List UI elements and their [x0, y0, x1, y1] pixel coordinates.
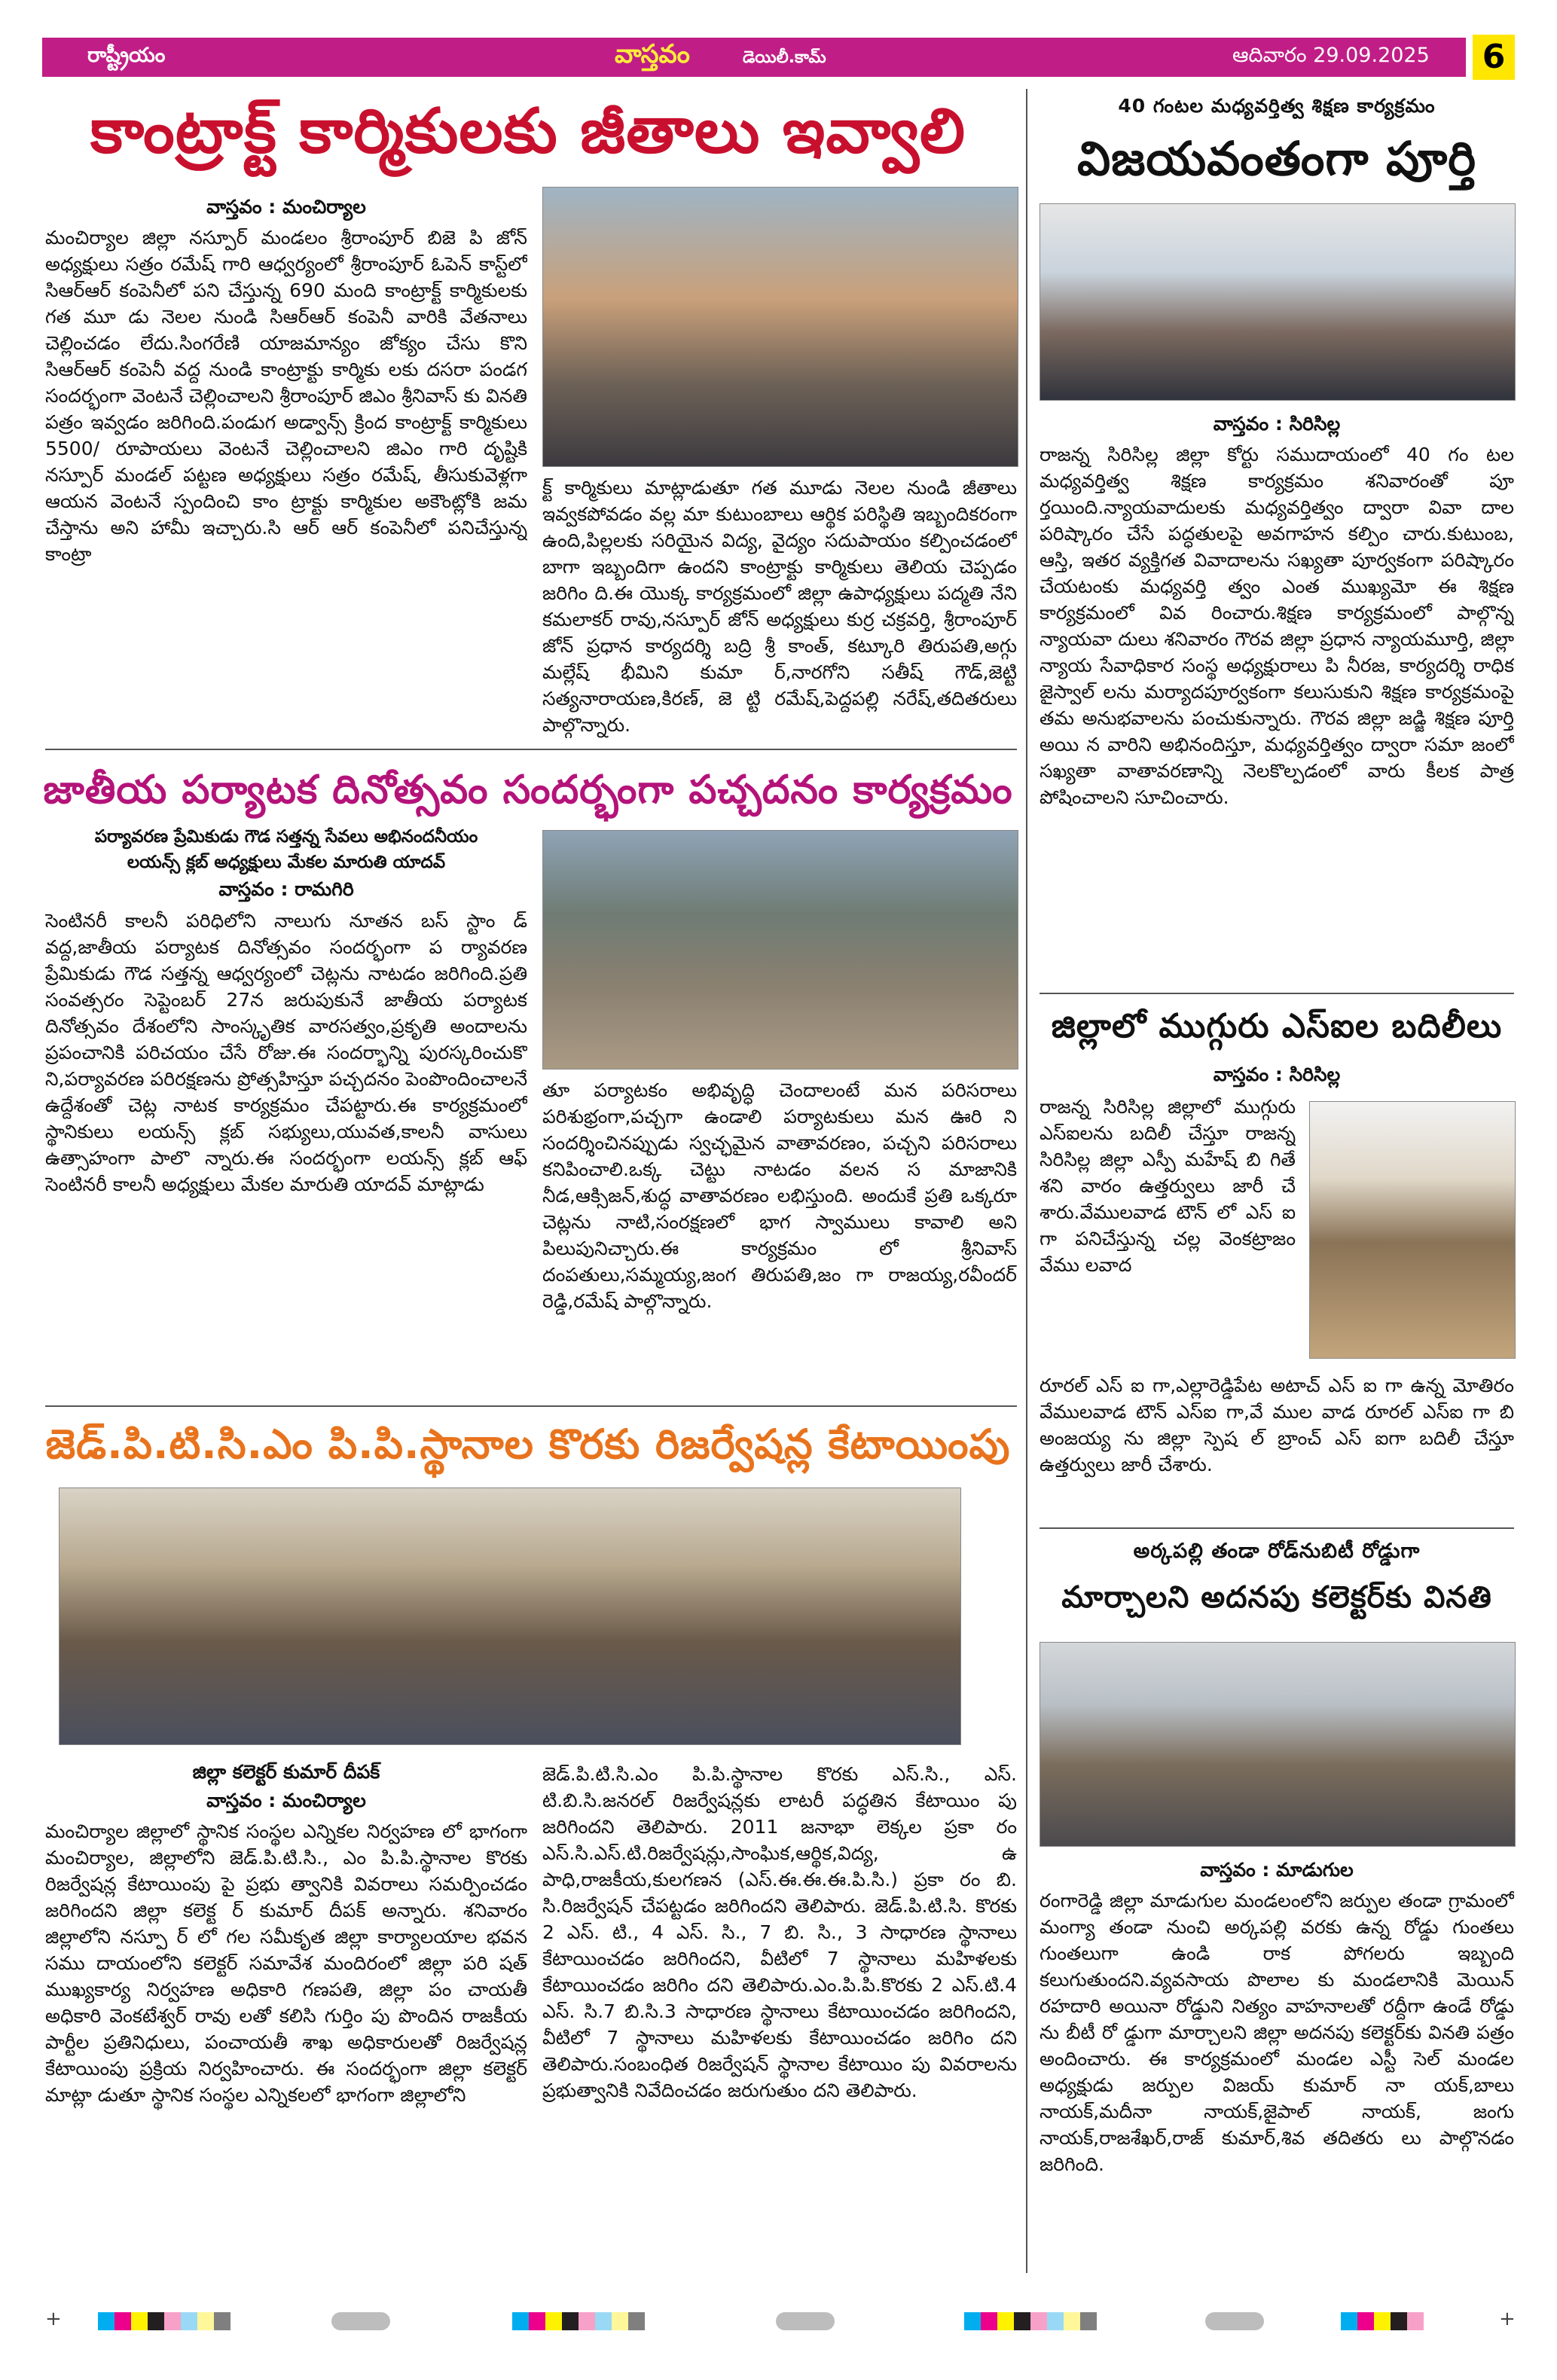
- print-mark-oval: [776, 2312, 835, 2330]
- story6-body: రంగారెడ్డి జిల్లా మాడుగుల మండలంలోని జర్పుల తండా గ్రామంలో మంగ్యా తండా నుంచి అర్కపల్లి వరకు ఉన్న రోడ్డు గుంతలు గుంతలుగా ఉండి రాక పోగలరు ఇబ్బంది కలుగుతుందని.వ్యవసాయ పొలాల కు మండలానికి మెయిన్ రహదారి అయినా రోడ్డుని నిత్యం వాహనాలతో రద్దీగా ఉండే రోడ్డు ను బీటీ రో డ్డుగా మార్చాలని జిల్లా అదనపు కలెక్టర్‌కు వినతి పత్రం అందించారు. ఈ కార్యక్రమంలో మండల ఎస్టీ సెల్ మండల అధ్యక్షుడు జర్పుల విజయ్ కుమార్ నా యక్,బాలు నాయక్,మదీనా నాయక్,జైపాల్ నాయక్, జంగు నాయక్,రాజశేఖర్,రాజ్ కుమార్,శివ తదితరు లు పాల్గొనడం జరిగింది.: [1040, 1890, 1514, 2175]
- story2-subhead1: పర్యావరణ ప్రేమికుడు గౌడ సత్తన్న సేవలు అభినందనీయం: [94, 827, 478, 847]
- story5-officer-photo: [1309, 1101, 1516, 1359]
- story4-kicker: 40 గంటల మధ్యవర్తిత్వ శిక్షణ కార్యక్రమం: [1118, 95, 1436, 117]
- color-bar: [1341, 2312, 1424, 2330]
- story4-photo: [1040, 203, 1516, 401]
- story2-headline: జాతీయ పర్యాటక దినోత్సవం సందర్భంగా పచ్చదనం కార్యక్రమం: [43, 767, 1013, 813]
- print-mark-oval: [331, 2312, 390, 2330]
- story2-photo: [542, 830, 1018, 1069]
- masthead-subtitle: డెయిలీ.కామ్: [743, 48, 826, 67]
- story2-byline: వాస్తవం : రామగిరి: [218, 878, 354, 900]
- story3-column1: మంచిర్యాల జిల్లాలో స్థానిక సంస్థల ఎన్నికల నిర్వహణ లో భాగంగా మంచిర్యాల, జిల్లాలోని జెడ్.పి.టి.సి., ఎం పి.పి.స్థానాల కొరకు రిజర్వేషన్ల కేటాయింపు పై ప్రభు త్వానికి వివరాలు సమర్పించడం జరిగిందని జిల్లా కలెక్ట ర్ కుమార్ దీపక్ అన్నారు. శనివారం జిల్లాలోని నస్పూ ర్ లో గల సమీకృత జిల్లా కార్యాలయాల భవన సము దాయంలోని కలెక్టర్ సమావేశ మందిరంలో జిల్లా పరి షత్ ముఖ్యకార్య నిర్వహణ అధికారి గణపతి, జిల్లా పం చాయతీ అధికారి వెంకటేశ్వర్ రావు లతో కలిసి గుర్తిం పు పొందిన రాజకీయ పార్టీల ప్రతినిధులు, పంచాయతీ శాఖ అధికారులతో రిజర్వేషన్ల కేటాయింపు ప్రక్రియ నిర్వహించారు. ఈ సందర్భంగా జిల్లా కలెక్టర్ మాట్లా డుతూ స్థానిక సంస్థల ఎన్నికలలో భాగంగా జిల్లాలోని: [45, 1820, 527, 2106]
- story1-byline: వాస్తవం : మంచిర్యాల: [206, 196, 366, 218]
- story2-subhead2: లయన్స్ క్లబ్ అధ్యక్షులు మేకల మారుతి యాదవ్: [127, 853, 446, 872]
- page-header-bar: [42, 38, 1466, 77]
- page-number-badge: 6: [1473, 35, 1515, 80]
- story-divider: [1040, 993, 1514, 994]
- story-divider: [1040, 1527, 1514, 1529]
- story3-photo: [59, 1488, 961, 1745]
- story1-column1: మంచిర్యాల జిల్లా నస్పూర్ మండలం శ్రీరాంపూర్ బిజె పి జోన్ అధ్యక్షులు సత్రం రమేష్ గారి ఆధ్వర్యంలో శ్రీరాంపూర్ ఓపెన్ కాస్ట్‌లో సిఆర్ఆర్ కంపెనీలో పని చేస్తున్న 690 మంది కాంట్రాక్ట్ కార్మికులకు గత మూ డు నెలల నుండి సిఆర్ఆర్ కంపెనీ వారికి వేతనాలు చెల్లించడం లేదు.సింగరేణి యాజమాన్యం జోక్యం చేసు కొని సిఆర్ఆర్ కంపెనీ వద్ద నుండి కాంట్రాక్టు కార్మికు లకు దసరా పండగ సందర్భంగా వెంటనే చెల్లించాలని శ్రీరాంపూర్ జిఎం శ్రీనివాస్ కు వినతి పత్రం ఇవ్వడం జరిగింది.పండుగ అడ్వాన్స్ క్రింద కాంట్రాక్ట్ కార్మికులు 5500/ రూపాయలు వెంటనే చెల్లించాలని జిఎం గారి దృష్టికి నస్పూర్ మండల్ పట్టణ అధ్యక్షులు సత్రం రమేష్, తీసుకువెళ్లగా ఆయన వెంటనే స్పందించి కాం ట్రాక్టు కార్మికుల అకౌంట్లోకి జమ చేస్తాను అని హామీ ఇచ్చారు.సి ఆర్ ఆర్ కంపెనీలో పనిచేస్తున్న కాంట్రా: [45, 227, 527, 565]
- story2-column1: సెంటినరీ కాలనీ పరిధిలోని నాలుగు నూతన బస్ స్టాం డ్ వద్ద,జాతీయ పర్యాటక దినోత్సవం సందర్భంగా ప ర్యావరణ ప్రేమికుడు గౌడ సత్తన్న ఆధ్వర్యంలో చెట్లను నాటడం జరిగింది.ప్రతి సంవత్సరం సెప్టెంబర్ 27న జరుపుకునే జాతీయ పర్యాటక దినోత్సవం దేశంలోని సాంస్కృతిక వారసత్వం,ప్రకృతి అందాలను ప్రపంచానికి పరిచయం చేసే రోజు.ఈ సందర్భాన్ని పురస్కరించుకొ ని,పర్యావరణ పరిరక్షణను ప్రోత్సహిస్తూ పచ్చదనం పెంపొందించాలనే ఉద్దేశంతో చెట్ల నాటక కార్యక్రమం చేపట్టారు.ఈ కార్యక్రమంలో స్థానికులు లయన్స్ క్లబ్ సభ్యులు,యువత,కాలనీ వాసులు ఉత్సాహంగా పాలొ న్నారు.ఈ సందర్భంగా లయన్స్ క్లబ్ ఆఫ్ సెంటినరీ కాలనీ అధ్యక్షులు మేకల మారుతి యాదవ్ మాట్లాడు: [45, 910, 527, 1195]
- story4-headline: విజయవంతంగా పూర్తి: [1077, 131, 1476, 186]
- column-divider: [1026, 89, 1027, 2273]
- story1-photo: [542, 187, 1018, 467]
- story-divider: [45, 1405, 1017, 1407]
- dateline: ఆదివారం 29.09.2025: [1232, 44, 1430, 67]
- registration-mark: +: [45, 2308, 62, 2330]
- story-divider: [45, 749, 1017, 750]
- story2-column2: తూ పర్యాటకం అభివృద్ధి చెందాలంటే మన పరిసరాలు పరిశుభ్రంగా,పచ్చగా ఉండాలి పర్యాటకులు మన ఊరి ని సందర్శించినప్పుడు స్వచ్ఛమైన వాతావరణం, పచ్చని పరిసరాలు కనిపించాలి.ఒక్క చెట్టు నాటడం వలన స మాజానికి నీడ,ఆక్సిజన్,శుద్ధ వాతావరణం లభిస్తుంది. అందుకే ప్రతి ఒక్కరూ చెట్లను నాటి,సంరక్షణలో భాగ స్వాములు కావాలి అని పిలుపునిచ్చారు.ఈ కార్యక్రమం లో శ్రీనివాస్ దంపతులు,సమ్మయ్య,జంగ తిరుపతి,జం గా రాజయ్య,రవీందర్ రెడ్డి,రమేష్ పాల్గొన్నారు.: [542, 1079, 1017, 1312]
- story3-column2: జెడ్.పి.టి.సి.ఎం పి.పి.స్థానాల కొరకు ఎస్.సి., ఎస్. టి.బి.సి.జనరల్ రిజర్వేషన్లకు లాటరీ పద్ధతిన కేటాయిం పు జరిగిందని తెలిపారు. 2011 జనాభా లెక్కల ప్రకా రం ఎస్.సి.ఎస్.టి.రిజర్వేషన్లు,సాంఘిక,ఆర్థిక,విద్య, ఉ పాధి,రాజకీయ,కులగణన (ఎస్.ఈ.ఈ.ఈ.పి.సి.) ప్రకా రం బి. సి.రిజర్వేషన్ చేపట్టడం జరిగిందని తెలిపారు. జెడ్.పి.టి.సి. కొరకు 2 ఎస్. టి., 4 ఎస్. సి., 7 బి. సి., 3 సాధారణ స్థానాలు కేటాయించడం జరిగిందని, వీటిలో 7 స్థానాలు మహిళలకు కేటాయించడం జరిగిం దని తెలిపారు.ఎం.పి.పి.కొరకు 2 ఎస్.టి.4 ఎస్. సి.7 బి.సి.3 సాధారణ స్థానాలు కేటాయించడం జరిగిందని, వీటిలో 7 స్థానాలు మహిళలకు కేటాయించడం జరిగిం దని తెలిపారు.సంబంధిత రిజర్వేషన్ స్థానాల కేటాయిం పు వివరాలను ప్రభుత్వానికి నివేదించడం జరుగుతుం దని తెలిపారు.: [542, 1763, 1017, 2101]
- color-bar: [98, 2312, 230, 2330]
- section-name: రాష్ట్రీయం: [87, 44, 166, 67]
- story6-kicker: అర్కపల్లి తండా రోడ్‌నుబిటీ రోడ్డుగా: [1133, 1539, 1421, 1563]
- story5-headline: జిల్లాలో ముగ్గురు ఎస్ఐల బదిలీలు: [1051, 1007, 1503, 1045]
- story3-caption: జిల్లా కలెక్టర్ కుమార్ దీపక్: [192, 1761, 380, 1783]
- story1-headline: కాంట్రాక్ట్ కార్మికులకు జీతాలు ఇవ్వాలి: [90, 96, 966, 167]
- story1-column2: క్ట్ కార్మికులు మాట్లాడుతూ గత మూడు నెలల నుండి జీతాలు ఇవ్వకపోవడం వల్ల మా కుటుంబాలు ఆర్థిక పరిస్థితి ఇబ్బందికరంగా ఉంది,పిల్లలకు సరియైన విద్య, వైద్యం సదుపాయం కల్పించడంలో బాగా ఇబ్బందిగా ఉందని కాంట్రాక్టు కార్మికులు తెలియ చెప్పడం జరిగిం ది.ఈ యొక్క కార్యక్రమంలో జిల్లా ఉపాధ్యక్షులు పద్మతి నేని కమలాకర్ రావు,నస్పూర్ జోన్ అధ్యక్షులు కుర్ర చక్రవర్తి, శ్రీరాంపూర్ జోన్ ప్రధాన కార్యదర్శి బద్రి శ్రీ కాంత్, కట్కూరి తిరుపతి,అగ్గు మల్లేష్ భీమిని కుమా ర్,నారగోని సతీష్ గౌడ్,జెట్టి సత్యనారాయణ,కిరణ్, జె ట్టి రమేష్,పెద్దపల్లి నరేష్,తదితరులు పాల్గొన్నారు.: [542, 477, 1017, 736]
- story3-headline: జెడ్.పి.టి.సి.ఎం పి.పి.స్థానాల కొరకు రిజర్వేషన్ల కేటాయింపు: [45, 1420, 1011, 1468]
- story4-byline: వాస్తవం : సిరిసిల్ల: [1213, 413, 1341, 435]
- story5-byline: వాస్తవం : సిరిసిల్ల: [1213, 1063, 1341, 1085]
- masthead-logo: వాస్తవం: [615, 39, 690, 69]
- story6-byline: వాస్తవం : మాడుగుల: [1200, 1859, 1354, 1881]
- story3-byline: వాస్తవం : మంచిర్యాల: [206, 1790, 366, 1811]
- color-bar: [512, 2312, 645, 2330]
- story6-photo: [1040, 1642, 1516, 1847]
- story5-body-wide: రూరల్ ఎస్ ఐ గా,ఎల్లారెడ్డిపేట అటాచ్ ఎస్ ఐ గా ఉన్న మోతిరం వేములవాడ టౌన్ ఎస్ఐ గా,వే ముల వాడ రూరల్ ఎస్ఐ గా బి అంజయ్య ను జిల్లా స్పెష ల్ బ్రాంచ్ ఎస్ ఐగా బదిలీ చేస్తూ ఉత్తర్వులు జారీ చేశారు.: [1040, 1375, 1514, 1475]
- print-mark-oval: [1205, 2312, 1264, 2330]
- registration-mark: +: [1499, 2308, 1516, 2330]
- story4-body: రాజన్న సిరిసిల్ల జిల్లా కోర్టు సముదాయంలో 40 గం టల మధ్యవర్తిత్వ శిక్షణ కార్యక్రమం శనివారంతో పూ ర్తయింది.న్యాయవాదులకు మధ్యవర్తిత్వం ద్వారా వివా దాల పరిష్కారం చేసే పద్ధతులపై అవగాహన కల్పిం చారు.కుటుంబ, ఆస్తి, ఇతర వ్యక్తిగత వివాదాలను సఖ్యతా పూర్వకంగా పరిష్కారం చేయటంకు మధ్యవర్తి త్వం ఎంత ముఖ్యమో ఈ శిక్షణ కార్యక్రమంలో వివ రించారు.శిక్షణ కార్యక్రమంలో పాల్గొన్న న్యాయవా దులు శనివారం గౌరవ జిల్లా ప్రధాన న్యాయమూర్తి, జిల్లా న్యాయ సేవాధికార సంస్థ అధ్యక్షురాలు పి నీరజ, కార్యదర్శి రాధిక జైస్వాల్ లను మర్యాదపూర్వకంగా కలుసుకుని శిక్షణ కార్యక్రమంపై తమ అనుభవాలను పంచుకున్నారు. గౌరవ జిల్లా జడ్జి శిక్షణ పూర్తి అయి న వారిని అభినందిస్తూ, మధ్యవర్తిత్వం ద్వారా సమా జంలో సఖ్యతా వాతావరణాన్ని నెలకొల్పడంలో వారు కీలక పాత్ర పోషించాలని సూచించారు.: [1040, 444, 1514, 808]
- story6-headline: మార్చాలని అదనపు కలెక్టర్‌కు వినతి: [1061, 1580, 1492, 1615]
- story5-body-narrow: రాజన్న సిరిసిల్ల జిల్లాలో ముగ్గురు ఎస్ఐలను బదిలీ చేస్తూ రాజన్న సిరిసిల్ల జిల్లా ఎస్పీ మహేష్ బి గితే శని వారం ఉత్తర్వులు జారీ చే శారు.వేములవాడ టౌన్ లో ఎస్ ఐ గా పనిచేస్తున్న చల్ల వెంకట్రాజం వేము లవాద: [1040, 1096, 1296, 1276]
- color-bar: [964, 2312, 1097, 2330]
